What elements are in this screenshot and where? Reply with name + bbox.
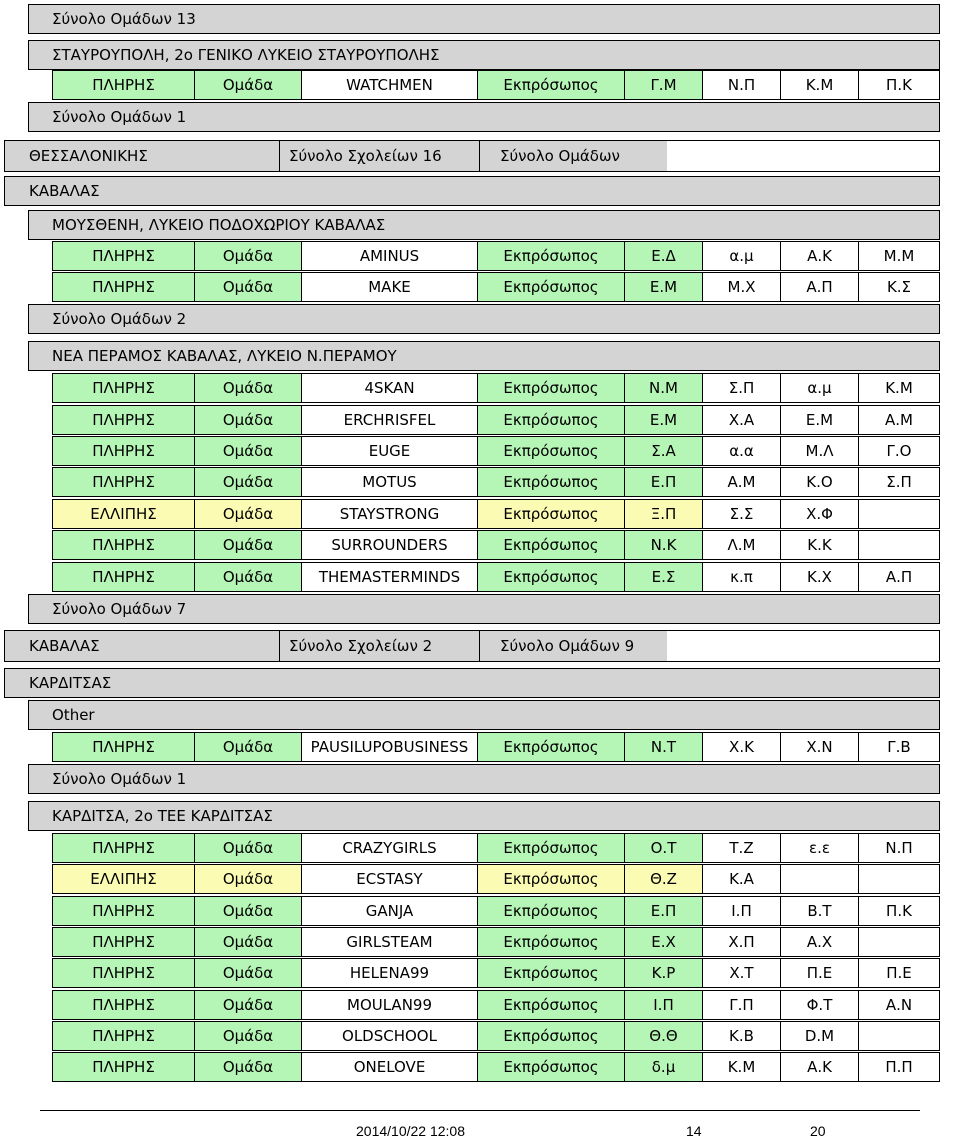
member-4: Γ.Β [859,733,939,761]
rep-label: Εκπρόσωπος [478,865,625,893]
member-2: Ν.Π [703,71,781,99]
member-2: Μ.Χ [703,273,781,301]
team-status: ΠΛΗΡΗΣ [53,406,195,434]
school-count: Σύνολο Σχολείων 16 [289,147,442,165]
school-label: ΝΕΑ ΠΕΡΑΜΟΣ ΚΑΒΑΛΑΣ, ΛΥΚΕΙΟ Ν.ΠΕΡΑΜΟΥ [52,347,397,365]
school-label: ΣΤΑΥΡΟΥΠΟΛΗ, 2ο ΓΕΝΙΚΟ ΛΥΚΕΙΟ ΣΤΑΥΡΟΥΠΟΛΗΣ [52,46,440,64]
team-status: ΠΛΗΡΗΣ [53,563,195,591]
table-row [52,499,940,529]
rep-label: Εκπρόσωπος [478,733,625,761]
team-count-label: Σύνολο Ομάδων 1 [52,770,187,788]
member-2: Χ.Π [703,928,781,956]
member-4: Π.Κ [859,897,939,925]
member-4: Π.Κ [859,71,939,99]
team-status: ΠΛΗΡΗΣ [53,374,195,402]
member-2: Σ.Π [703,374,781,402]
rep-label: Εκπρόσωπος [478,991,625,1019]
member-3: ε.ε [781,834,859,862]
member-3: Α.Χ [781,928,859,956]
member-4 [859,500,939,528]
rep-label: Εκπρόσωπος [478,1053,625,1081]
school-label: Other [52,706,95,724]
member-1: Κ.Ρ [625,959,703,987]
team-status: ΠΛΗΡΗΣ [53,1022,195,1050]
member-2: Λ.Μ [703,531,781,559]
member-1: δ.μ [625,1053,703,1081]
table-row [52,562,940,592]
rep-label: Εκπρόσωπος [478,531,625,559]
rep-label: Εκπρόσωπος [478,468,625,496]
member-2: Ι.Π [703,897,781,925]
team-status: ΠΛΗΡΗΣ [53,834,195,862]
rep-label: Εκπρόσωπος [478,563,625,591]
member-4: Π.Π [859,1053,939,1081]
table-row [52,864,940,894]
member-3: Β.Τ [781,897,859,925]
member-1: Γ.Μ [625,71,703,99]
member-1: Ν.Μ [625,374,703,402]
rep-label: Εκπρόσωπος [478,897,625,925]
member-3: Α.Κ [781,242,859,270]
team-label: Ομάδα [195,959,302,987]
team-status: ΕΛΛΙΠΗΣ [53,500,195,528]
member-1: Ε.Δ [625,242,703,270]
member-3: Φ.Τ [781,991,859,1019]
member-3: Χ.Φ [781,500,859,528]
table-row [52,927,940,957]
member-4: Κ.Μ [859,374,939,402]
team-status: ΠΛΗΡΗΣ [53,1053,195,1081]
team-status: ΠΛΗΡΗΣ [53,71,195,99]
team-name: MAKE [302,273,478,301]
member-3: Χ.Ν [781,733,859,761]
table-row [52,958,940,988]
team-name: GANJA [302,897,478,925]
member-2: Σ.Σ [703,500,781,528]
team-name: CRAZYGIRLS [302,834,478,862]
team-count-label: Σύνολο Ομάδων 7 [52,600,187,618]
team-name: WATCHMEN [302,71,478,99]
table-row [52,241,940,271]
team-count: Σύνολο Ομάδων 9 [500,637,635,655]
member-1: Ν.Κ [625,531,703,559]
member-4: Ν.Π [859,834,939,862]
team-status: ΠΛΗΡΗΣ [53,733,195,761]
member-2: κ.π [703,563,781,591]
table-row [52,896,940,926]
print-datetime: 2014/10/22 12:08 [356,1123,465,1139]
region-header [4,176,940,206]
team-label: Ομάδα [195,834,302,862]
member-1: Ε.Χ [625,928,703,956]
team-status: ΠΛΗΡΗΣ [53,897,195,925]
member-1: Ξ.Π [625,500,703,528]
team-name: SURROUNDERS [302,531,478,559]
rep-label: Εκπρόσωπος [478,374,625,402]
team-name: MOULAN99 [302,991,478,1019]
member-1: Ε.Σ [625,563,703,591]
member-4: Κ.Σ [859,273,939,301]
member-4: Μ.Μ [859,242,939,270]
member-1: Ε.Π [625,468,703,496]
team-name: HELENA99 [302,959,478,987]
team-status: ΠΛΗΡΗΣ [53,991,195,1019]
member-4 [859,928,939,956]
team-name: THEMASTERMINDS [302,563,478,591]
member-4 [859,531,939,559]
team-status: ΕΛΛΙΠΗΣ [53,865,195,893]
member-2: Χ.Τ [703,959,781,987]
rep-label: Εκπρόσωπος [478,959,625,987]
member-4: Γ.Ο [859,437,939,465]
team-label: Ομάδα [195,500,302,528]
team-count-header [28,4,940,34]
rep-label: Εκπρόσωπος [478,1022,625,1050]
member-1: Ε.Μ [625,273,703,301]
school-header [28,700,940,730]
table-row [52,990,940,1020]
team-name: ERCHRISFEL [302,406,478,434]
member-4: Α.Μ [859,406,939,434]
team-name: STAYSTRONG [302,500,478,528]
rep-label: Εκπρόσωπος [478,437,625,465]
team-count-label: Σύνολο Ομάδων 1 [52,108,187,126]
member-3: Ε.Μ [781,406,859,434]
rep-label: Εκπρόσωπος [478,406,625,434]
member-3: Μ.Λ [781,437,859,465]
team-count: Σύνολο Ομάδων [500,147,620,165]
member-2: Κ.Β [703,1022,781,1050]
page-number: 14 [686,1123,702,1139]
table-row [52,1052,940,1082]
member-4: Σ.Π [859,468,939,496]
team-label: Ομάδα [195,531,302,559]
table-row [52,272,940,302]
team-count-header [28,102,940,132]
member-1: Ο.Τ [625,834,703,862]
team-name: OLDSCHOOL [302,1022,478,1050]
member-1: Ν.Τ [625,733,703,761]
team-count-header [28,304,940,334]
team-name: 4SKAN [302,374,478,402]
region-label: ΚΑΒΑΛΑΣ [29,182,100,200]
team-label: Ομάδα [195,865,302,893]
team-label: Ομάδα [195,928,302,956]
member-1: Θ.Ζ [625,865,703,893]
member-4: Π.Ε [859,959,939,987]
rep-label: Εκπρόσωπος [478,71,625,99]
region-header [4,668,940,698]
member-4: Α.Π [859,563,939,591]
school-header [28,801,940,831]
team-label: Ομάδα [195,733,302,761]
team-status: ΠΛΗΡΗΣ [53,437,195,465]
team-label: Ομάδα [195,897,302,925]
team-label: Ομάδα [195,991,302,1019]
team-name: PAUSILUPOBUSINESS [302,733,478,761]
school-count: Σύνολο Σχολείων 2 [289,637,433,655]
footer-divider [40,1110,920,1111]
member-2: Γ.Π [703,991,781,1019]
region-total-row [4,140,940,172]
team-label: Ομάδα [195,406,302,434]
member-4: Α.Ν [859,991,939,1019]
school-header [28,210,940,240]
member-1: Θ.Θ [625,1022,703,1050]
member-4 [859,1022,939,1050]
table-row [52,405,940,435]
table-row [52,833,940,863]
team-label: Ομάδα [195,1022,302,1050]
team-label: Ομάδα [195,242,302,270]
team-count-header [28,764,940,794]
member-3: D.Μ [781,1022,859,1050]
team-name: GIRLSTEAM [302,928,478,956]
table-row [52,732,940,762]
table-row [52,70,940,100]
team-status: ΠΛΗΡΗΣ [53,273,195,301]
team-label: Ομάδα [195,468,302,496]
team-label: Ομάδα [195,71,302,99]
team-name: MOTUS [302,468,478,496]
rep-label: Εκπρόσωπος [478,834,625,862]
member-3: Α.Π [781,273,859,301]
team-count-label: Σύνολο Ομάδων 2 [52,310,187,328]
member-2: Κ.Μ [703,1053,781,1081]
member-3: Κ.Ο [781,468,859,496]
member-2: Χ.Κ [703,733,781,761]
team-name: EUGE [302,437,478,465]
team-status: ΠΛΗΡΗΣ [53,468,195,496]
region-name: ΚΑΒΑΛΑΣ [29,637,100,655]
member-1: Ε.Μ [625,406,703,434]
team-label: Ομάδα [195,374,302,402]
member-2: α.μ [703,242,781,270]
member-2: Α.Μ [703,468,781,496]
member-3: Κ.Μ [781,71,859,99]
school-label: ΜΟΥΣΘΕΝΗ, ΛΥΚΕΙΟ ΠΟΔΟΧΩΡΙΟΥ ΚΑΒΑΛΑΣ [52,216,386,234]
school-header [28,40,940,70]
page-total: 20 [810,1123,826,1139]
table-row [52,436,940,466]
member-1: Σ.Α [625,437,703,465]
rep-label: Εκπρόσωπος [478,928,625,956]
member-4 [859,865,939,893]
member-2: Τ.Ζ [703,834,781,862]
rep-label: Εκπρόσωπος [478,500,625,528]
member-3: Α.Κ [781,1053,859,1081]
school-label: ΚΑΡΔΙΤΣΑ, 2ο ΤΕΕ ΚΑΡΔΙΤΣΑΣ [52,807,273,825]
team-status: ΠΛΗΡΗΣ [53,531,195,559]
member-3: α.μ [781,374,859,402]
team-name: ECSTASY [302,865,478,893]
table-row [52,467,940,497]
member-2: Κ.Α [703,865,781,893]
member-3: Κ.Χ [781,563,859,591]
team-status: ΠΛΗΡΗΣ [53,242,195,270]
region-total-row [4,630,940,662]
member-3: Π.Ε [781,959,859,987]
member-2: Χ.Α [703,406,781,434]
team-label: Ομάδα [195,437,302,465]
team-name: ONELOVE [302,1053,478,1081]
team-count-label: Σύνολο Ομάδων 13 [52,10,196,28]
team-status: ΠΛΗΡΗΣ [53,959,195,987]
rep-label: Εκπρόσωπος [478,242,625,270]
team-label: Ομάδα [195,563,302,591]
member-1: Ι.Π [625,991,703,1019]
table-row [52,1021,940,1051]
rep-label: Εκπρόσωπος [478,273,625,301]
team-status: ΠΛΗΡΗΣ [53,928,195,956]
team-label: Ομάδα [195,273,302,301]
team-name: AMINUS [302,242,478,270]
table-row [52,373,940,403]
member-3: Κ.Κ [781,531,859,559]
team-label: Ομάδα [195,1053,302,1081]
member-1: Ε.Π [625,897,703,925]
member-2: α.α [703,437,781,465]
table-row [52,530,940,560]
school-header [28,341,940,371]
region-name: ΘΕΣΣΑΛΟΝΙΚΗΣ [29,147,148,165]
region-label: ΚΑΡΔΙΤΣΑΣ [29,674,112,692]
member-3 [781,865,859,893]
team-count-header [28,594,940,624]
